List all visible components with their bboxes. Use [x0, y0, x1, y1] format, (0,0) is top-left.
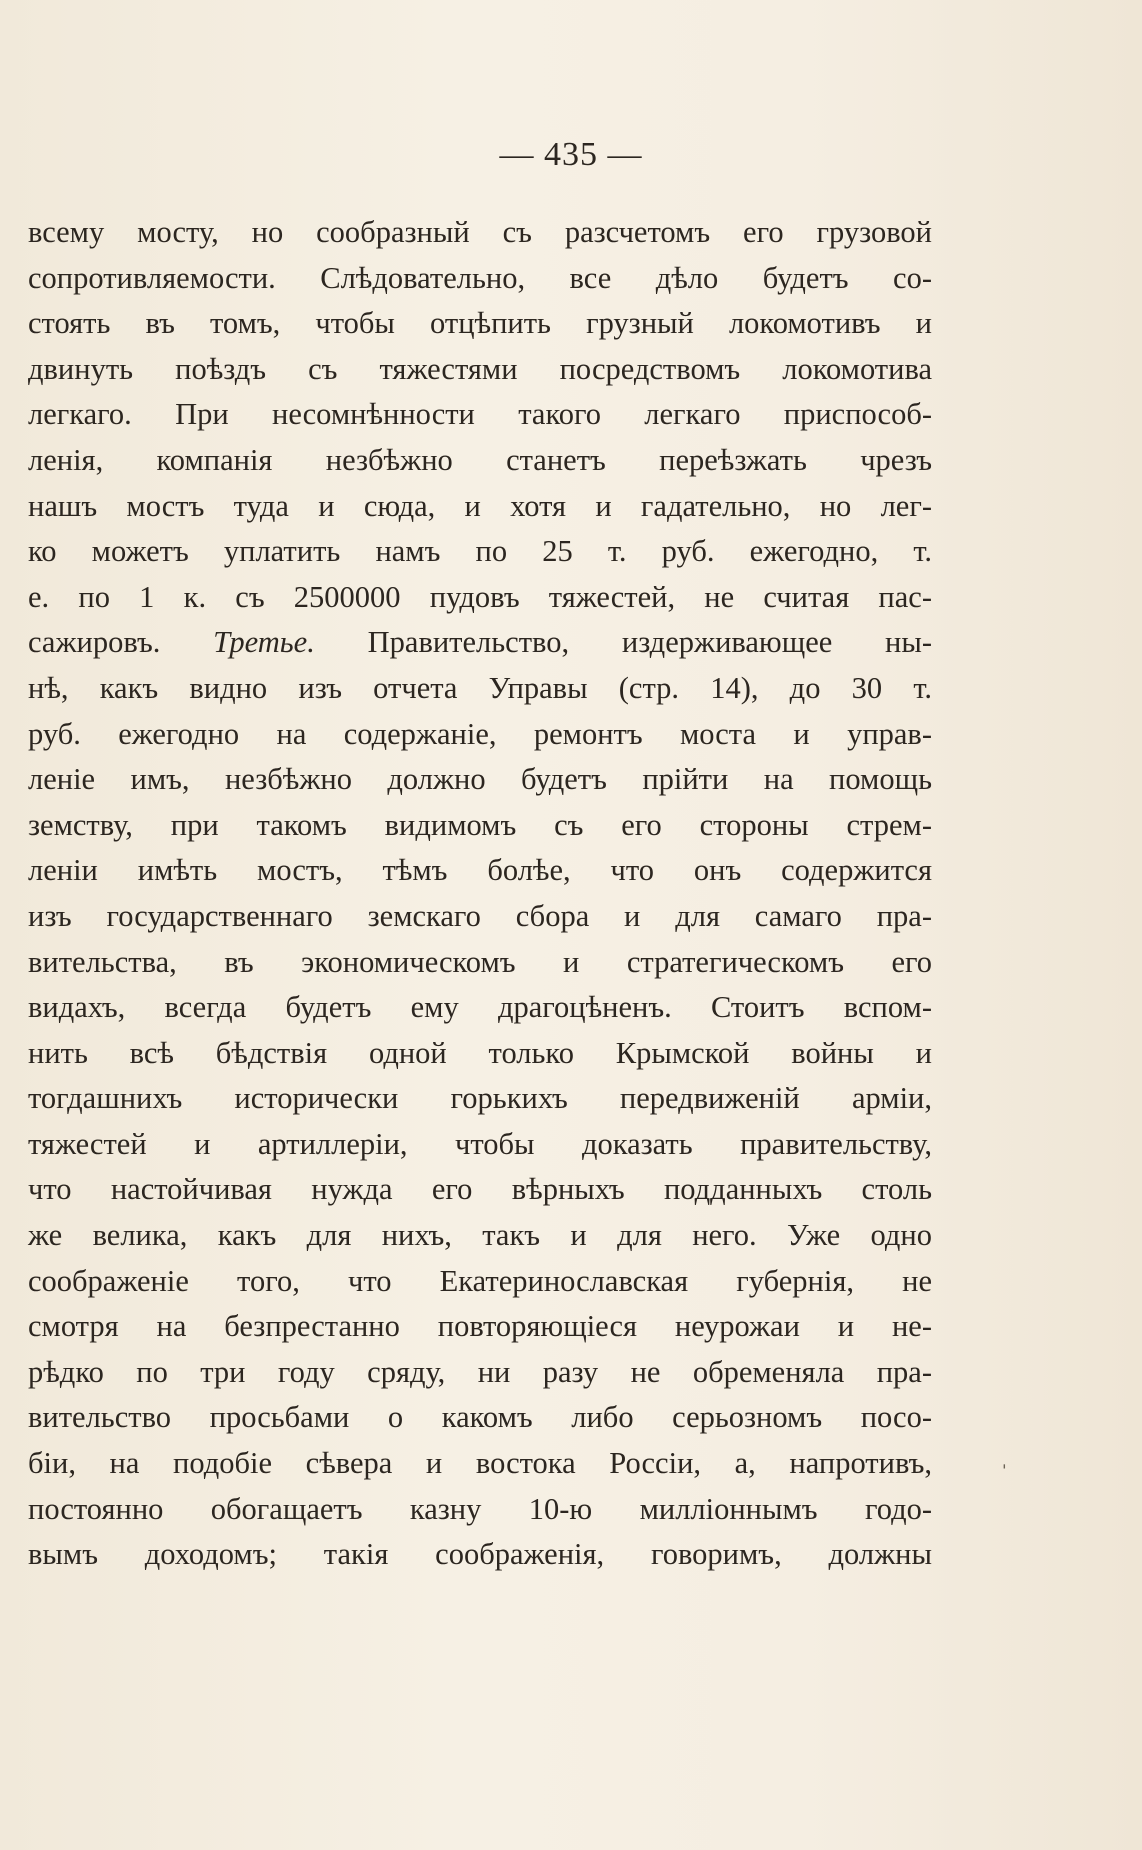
text-line: что настойчивая нужда его вѣрныхъ подданныхъ столь — [28, 1172, 932, 1207]
text-line: земству, при такомъ видимомъ съ его стороны стрем- — [28, 807, 932, 842]
text-line: нашъ мостъ туда и сюда, и хотя и гадательно, но лег- — [28, 488, 932, 523]
text-segment: Правительство, издерживающее ны- — [367, 625, 933, 660]
text-line: изъ государственнаго земскаго сбора и для самаго пра- — [28, 898, 932, 933]
text-line: руб. ежегодно на содержаніе, ремонтъ моста и управ- — [28, 716, 932, 751]
text-line: стоять въ томъ, чтобы отцѣпить грузный локомотивъ и — [28, 306, 932, 341]
text-line: ленія, компанія незбѣжно станетъ переѣзжать чрезъ — [28, 442, 932, 477]
stray-ink-mark: ˌ — [1000, 1440, 1009, 1469]
text-line: сопротивляемости. Слѣдовательно, все дѣло будетъ со- — [28, 260, 932, 295]
text-line: біи, на подобіе сѣвера и востока Россіи, а, напротивъ, — [28, 1446, 932, 1481]
page-number: — 435 — — [499, 136, 643, 173]
text-line: вымъ доходомъ; такія соображенія, говоримъ, должны — [28, 1537, 932, 1572]
body-text — [28, 210, 932, 1578]
text-line: вительства, въ экономическомъ и стратегическомъ его — [28, 944, 932, 979]
text-line: же велика, какъ для нихъ, такъ и для него. Уже одно — [28, 1218, 932, 1253]
text-line: ко можетъ уплатить намъ по 25 т. руб. ежегодно, т. — [28, 534, 932, 569]
text-line: видахъ, всегда будетъ ему драгоцѣненъ. Стоитъ вспом- — [28, 990, 932, 1025]
text-line: двинуть поѣздъ съ тяжестями посредствомъ локомотива — [28, 351, 932, 386]
text-line: легкаго. При несомнѣнности такого легкаго приспособ- — [28, 397, 932, 432]
text-line: рѣдко по три году сряду, ни разу не обременяла пра- — [28, 1354, 932, 1389]
text-segment: сажировъ. — [28, 625, 161, 660]
italic-heading: Третье. — [213, 625, 315, 660]
text-line: е. по 1 к. съ 2500000 пудовъ тяжестей, не считая пас- — [28, 579, 932, 614]
text-line: нить всѣ бѣдствія одной только Крымской войны и — [28, 1035, 932, 1070]
text-line: тяжестей и артиллеріи, чтобы доказать правительству, — [28, 1126, 932, 1161]
text-line-with-italic — [28, 620, 932, 666]
text-line: леніи имѣть мостъ, тѣмъ болѣе, что онъ содержится — [28, 853, 932, 888]
text-line: постоянно обогащаетъ казну 10-ю милліоннымъ годо- — [28, 1491, 932, 1526]
text-line: тогдашнихъ исторически горькихъ передвиженій арміи, — [28, 1081, 932, 1116]
text-line: леніе имъ, незбѣжно должно будетъ прійти на помощь — [28, 762, 932, 797]
text-line: смотря на безпрестанно повторяющіеся неурожаи и не- — [28, 1309, 932, 1344]
text-line: соображеніе того, что Екатеринославская губернія, не — [28, 1263, 932, 1298]
text-line: вительство просьбами о какомъ либо серьозномъ посо- — [28, 1400, 932, 1435]
text-line: нѣ, какъ видно изъ отчета Управы (стр. 14), до 30 т. — [28, 670, 932, 705]
text-line: всему мосту, но сообразный съ разсчетомъ его грузовой — [28, 215, 932, 249]
